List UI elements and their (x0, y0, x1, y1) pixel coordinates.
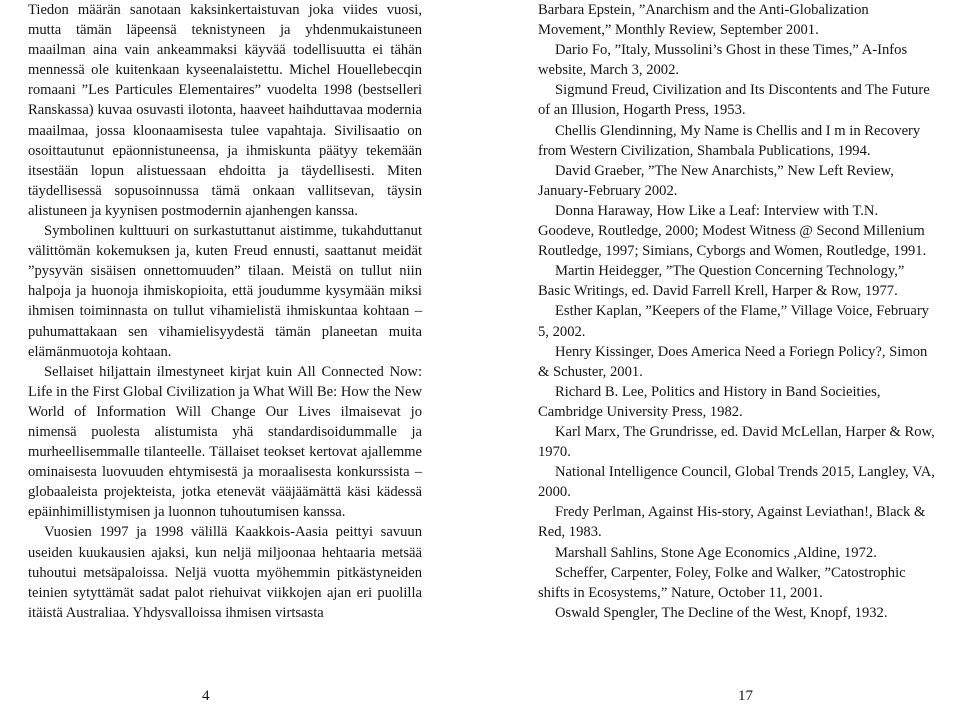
reference-entry: Karl Marx, The Grundrisse, ed. David McLellan, Harper & Row, 1970. (538, 423, 935, 461)
reference-entry: Esther Kaplan, ”Keepers of the Flame,” Village Voice, February 5, 2002. (538, 303, 929, 340)
reference-entry: Martin Heidegger, ”The Question Concerning Technology,” Basic Writings, ed. David Farrell Krell, Harper & Row, 1977. (538, 263, 905, 300)
reference-entry: National Intelligence Council, Global Trends 2015, Langley, VA, 2000. (538, 464, 935, 501)
body-paragraph: Symbolinen kulttuuri on surkastuttanut aistimme, tukahduttanut välittömän kokemuksen ja, kuten Freud ennusti, saattanut meidät ”pysyvän sisäisen onnettomuuden” tilaan. Meistä on tullut niin halpoja ja huonoja ihmiskopioita, että joudumme kysymään miksi ihmisen toiminnasta on tullut vihamielistä ihmiskuntaa kohtaan – puhumattakaan sen vihamielisyydestä tämän planeetan muita elämänmuotoja kohtaan. (28, 223, 422, 360)
page-number-left: 4 (202, 688, 210, 704)
left-page-body (28, 0, 422, 623)
reference-entry: Fredy Perlman, Against His-story, Against Leviathan!, Black & Red, 1983. (538, 504, 926, 541)
reference-entry: Sigmund Freud, Civilization and Its Discontents and The Future of an Illusion, Hogarth Press, 1953. (538, 82, 930, 119)
reference-entry: Donna Haraway, How Like a Leaf: Interview with T.N. Goodeve, Routledge, 2000; Modest Witness @ Second Millenium Routledge, 1997; Simians, Cyborgs and Women, Routledge, 1991. (538, 202, 927, 260)
reference-entry: David Graeber, ”The New Anarchists,” New Left Review, January-February 2002. (538, 162, 894, 199)
reference-entry: Scheffer, Carpenter, Foley, Folke and Walker, ”Catostrophic shifts in Ecosystems,” Nature, October 11, 2001. (538, 564, 906, 601)
body-paragraph: Tiedon määrän sanotaan kaksinkertaistuvan joka viides vuosi, mutta tämän läpeensä teknistyneen ja yhdenmukaistuneen maailman aina vain ankeammaksi käyvää todellisuutta ei tähän mennessä ole kuitenkaan kyseenalaistettu. Michel Houellebecqin romaani ”Les Particules Elementaires” vuodelta 1998 (bestselleri Ranskassa) kuvaa osuvasti ilotonta, haaveet haihduttavaa modernia maailmaa, jossa kloonaamisesta tulee vapahtaja. Sivilisaatio on osoittautunut epäonnistuneensa, ja ihmiskunta päätyy tekemään itsestään lopun alistuessaan ehdoitta ja täydellisesti. Miten täydellisessä sopusoinnussa tämä onkaan vallitsevan, täysin alistuneen ja kyynisen postmodernin ajanhengen kanssa. (28, 2, 422, 219)
reference-entry: Chellis Glendinning, My Name is Chellis and I m in Recovery from Western Civilization, Shambala Publications, 1994. (538, 122, 921, 159)
body-paragraph: Sellaiset hiljattain ilmestyneet kirjat kuin All Connected Now: Life in the First Global Civilization ja What Will Be: How the New World of Information Will Change Our Lives ilmaisevat jo nimensä puolesta alistumista yhä standardisoidummalle ja murheellisemmalle tilanteelle. Tällaiset teokset kertovat ajallemme ominaisesta luovuuden ehtymisestä ja moraalisesta konkurssista – globaaleista projekteista, jotka etenevät vääjäämättä käsi kädessä epäinhimillistymisen ja luonnon tuhoutumisen kanssa. (28, 363, 422, 521)
reference-entry: Oswald Spengler, The Decline of the West, Knopf, 1932. (555, 604, 888, 621)
reference-entry: Henry Kissinger, Does America Need a Foriegn Policy?, Simon & Schuster, 2001. (538, 343, 928, 380)
body-paragraph: Vuosien 1997 ja 1998 välillä Kaakkois-Aasia peittyi savuun useiden kuukausien ajaksi, kun neljä miljoonaa hehtaaria metsää tuhoutui metsäpaloissa. Neljä vuotta myöhemmin pitkästyneiden teinien sytyttämät sadat palot riehuivat viikkojen ajan eri puolilla itäistä Australiaa. Yhdysvalloissa ihmisen virtsasta (28, 524, 422, 621)
reference-entry: Dario Fo, ”Italy, Mussolini’s Ghost in these Times,” A-Infos website, March 3, 2002. (538, 42, 908, 79)
reference-entry: Marshall Sahlins, Stone Age Economics ,Aldine, 1972. (555, 544, 877, 561)
reference-entry: Richard B. Lee, Politics and History in Band Socieities, Cambridge University Press, 1982. (538, 383, 881, 420)
page-number-right: 17 (738, 688, 753, 704)
reference-entry: Barbara Epstein, ”Anarchism and the Anti-Globalization Movement,” Monthly Review, September 2001. (538, 2, 869, 39)
right-page-references (538, 0, 936, 623)
